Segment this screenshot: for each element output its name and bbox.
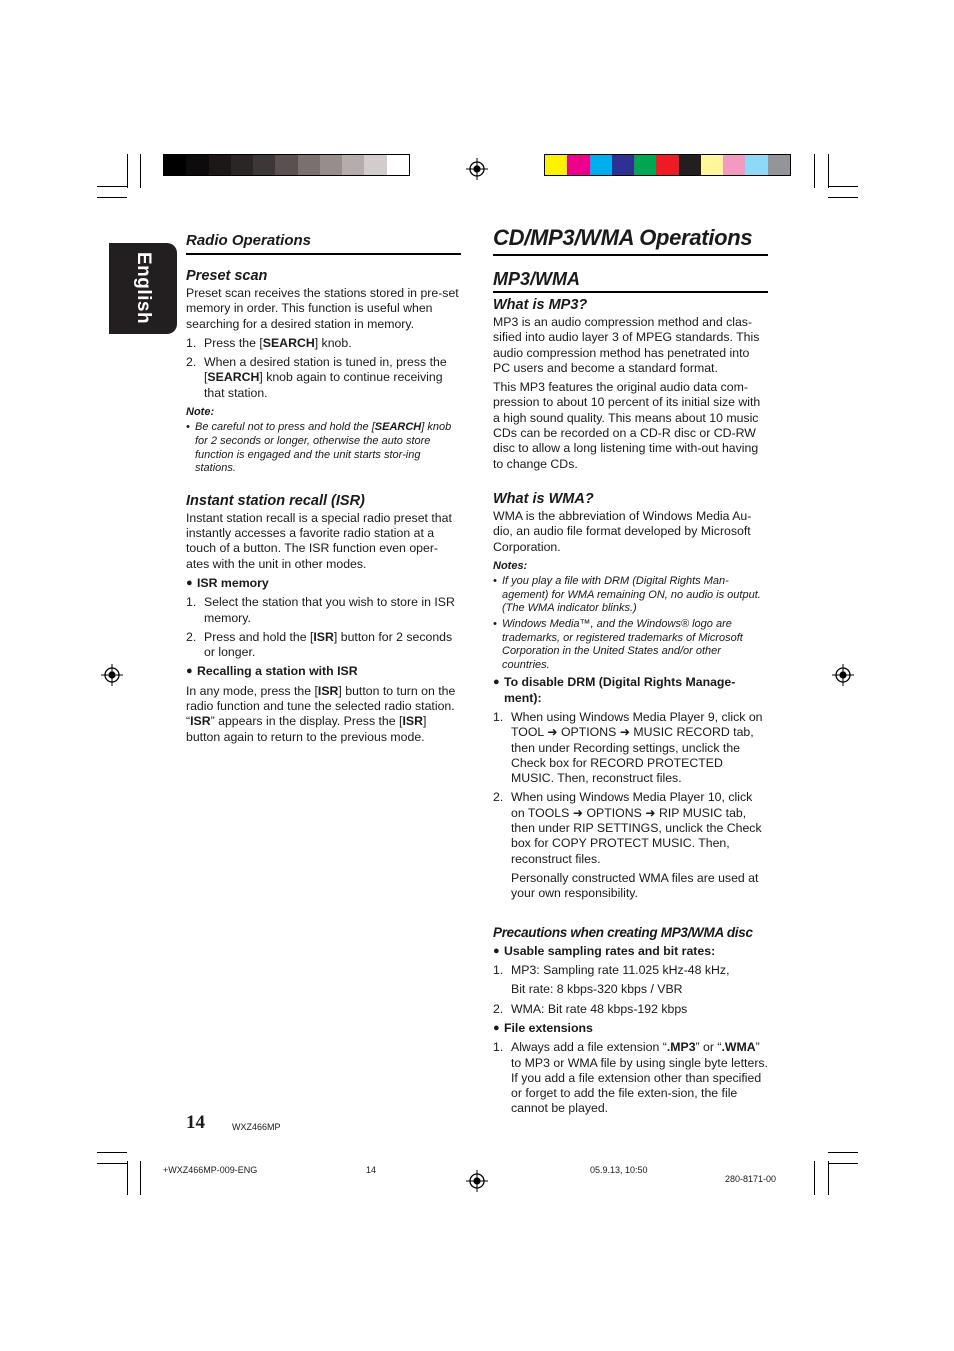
left-column [186, 232, 461, 749]
drm-tail: Personally constructed WMA files are used at your own responsibility. [511, 870, 759, 901]
crop-mark [814, 154, 815, 188]
list-item: 1. Press the [SEARCH] knob. [186, 335, 352, 350]
page-number: 14 [186, 1112, 205, 1133]
color-swatch [679, 155, 701, 175]
note-item: • Be careful not to press and hold the [SEARCH] knob for 2 seconds or longer, otherwise the auto store function is engaged and the unit starts stor-ing stations. [186, 421, 461, 475]
file-extensions-label: ● File extensions [493, 1021, 768, 1036]
notes-label: Notes: [493, 559, 528, 572]
color-swatch [590, 155, 612, 175]
color-swatch [745, 155, 767, 175]
list-item: 1. Always add a file extension “.MP3” or “.WMA” to MP3 or WMA file by using single byte letters. If you add a file extension other than specified or forget to add the file exten-sion, the file cannot be played. [493, 1040, 768, 1116]
registration-mark-icon [466, 1170, 488, 1192]
registration-mark-icon [101, 664, 123, 686]
page-title: CD/MP3/WMA Operations [493, 224, 768, 256]
drm-label: ● To disable DRM (Digital Rights Manage-ment): [493, 675, 768, 706]
color-swatch [275, 155, 297, 175]
color-calibration-bar [544, 154, 791, 176]
footer-sheet: 14 [366, 1165, 377, 1175]
color-swatch [567, 155, 589, 175]
isr-recall-text: In any mode, press the [ISR] button to turn on the radio function and tune the selected radio station. “ISR” appears in the display. Press the [ISR] button again to return to the previous mode. [186, 683, 456, 744]
heading-what-is-wma: What is WMA? [493, 490, 594, 507]
color-swatch [342, 155, 364, 175]
isr-intro: Instant station recall is a special radio preset that instantly accesses a favorite radio station at a touch of a button. The ISR function even oper-ates with the unit in other modes. [186, 510, 452, 571]
heading-what-is-mp3: What is MP3? [493, 297, 588, 313]
color-swatch [298, 155, 320, 175]
color-swatch [701, 155, 723, 175]
color-swatch [656, 155, 678, 175]
list-item: 2. When a desired station is tuned in, press the [SEARCH] knob again to continue receiving that station. [186, 355, 447, 400]
color-swatch [320, 155, 342, 175]
crop-mark [828, 186, 858, 187]
isr-recall-label: ● Recalling a station with ISR [186, 664, 461, 679]
color-swatch [186, 155, 208, 175]
registration-mark-icon [832, 664, 854, 686]
footer-file: +WXZ466MP-009-ENG [163, 1165, 258, 1175]
footer-datetime: 05.9.13, 10:50 [590, 1165, 648, 1175]
mp3-paragraph: MP3 is an audio compression method and clas-sified into audio layer 3 of MPEG standards. This audio compression method has penetrated into PC users and become a standard format. [493, 315, 760, 375]
color-swatch [209, 155, 231, 175]
color-swatch [387, 155, 409, 175]
crop-mark [97, 1152, 127, 1153]
list-item: 1. When using Windows Media Player 9, click on TOOL ➜ OPTIONS ➜ MUSIC RECORD tab, then under Recording settings, unclick the Check box for RECORD PROTECTED MUSIC. Then, reconstruct files. [493, 709, 763, 786]
mp3-paragraph: This MP3 features the original audio data com-pression to about 10 percent of its initial size with a high sound quality. This means about 10 music CDs can be recorded on a CD-R disc or CD-RW disc to allow a long listening time with-out having to change CDs. [493, 380, 761, 471]
crop-mark [828, 197, 858, 198]
crop-mark [97, 1163, 127, 1164]
heading-isr: Instant station recall (ISR) [186, 492, 365, 509]
heading-preset-scan: Preset scan [186, 268, 268, 284]
language-tab [109, 243, 177, 334]
grayscale-calibration-bar [163, 154, 410, 176]
list-item: 2. Press and hold the [ISR] button for 2 seconds or longer. [186, 629, 453, 660]
color-swatch [768, 155, 790, 175]
crop-mark [140, 1161, 141, 1195]
color-swatch [545, 155, 567, 175]
wma-paragraph: WMA is the abbreviation of Windows Media Au-dio, an audio file format developed by Microsoft Corporation. [493, 508, 752, 554]
crop-mark [97, 197, 127, 198]
crop-mark [828, 1152, 858, 1153]
rates-label: ● Usable sampling rates and bit rates: [493, 944, 768, 959]
color-swatch [164, 155, 186, 175]
heading-precautions: Precautions when creating MP3/WMA disc [493, 925, 753, 941]
note-item: • Windows Media™, and the Windows® logo are trademarks, or registered trademarks of Microsoft Corporation in the United States and/or other countries. [493, 618, 768, 672]
crop-mark [127, 154, 128, 188]
color-swatch [612, 155, 634, 175]
right-column [493, 224, 768, 1121]
crop-mark [828, 1161, 829, 1195]
list-item: 1. MP3: Sampling rate 11.025 kHz-48 kHz, Bit rate: 8 kbps-320 kbps / VBR [493, 963, 730, 997]
model-code: WXZ466MP [232, 1122, 281, 1132]
section-title-mp3-wma: MP3/WMA [493, 268, 768, 293]
note-item: • If you play a file with DRM (Digital Rights Man-agement) for WMA remaining ON, no audio is output. (The WMA indicator blinks.) [493, 575, 768, 616]
language-tab-label: English [133, 251, 154, 325]
color-swatch [253, 155, 275, 175]
color-swatch [231, 155, 253, 175]
footer-part-number: 280-8171-00 [725, 1174, 777, 1184]
color-swatch [723, 155, 745, 175]
crop-mark [828, 154, 829, 188]
list-item: 1. Select the station that you wish to store in ISR memory. [186, 595, 455, 625]
crop-mark [814, 1161, 815, 1195]
crop-mark [97, 186, 127, 187]
section-title-radio: Radio Operations [186, 232, 461, 255]
note-label: Note: [186, 406, 215, 419]
crop-mark [140, 154, 141, 188]
list-item: 2. When using Windows Media Player 10, click on TOOLS ➜ OPTIONS ➜ RIP MUSIC tab, then under RIP SETTINGS, unclick the Check box for COPY PROTECT MUSIC. Then, reconstruct files. [493, 790, 762, 866]
registration-mark-icon [466, 158, 488, 180]
preset-intro: Preset scan receives the stations stored in pre-set memory in order. This function is useful when searching for a desired station in memory. [186, 286, 459, 331]
crop-mark [828, 1163, 858, 1164]
list-item: 2. WMA: Bit rate 48 kbps-192 kbps [493, 1001, 688, 1016]
color-swatch [364, 155, 386, 175]
color-swatch [634, 155, 656, 175]
isr-memory-label: ● ISR memory [186, 576, 461, 591]
crop-mark [127, 1161, 128, 1195]
